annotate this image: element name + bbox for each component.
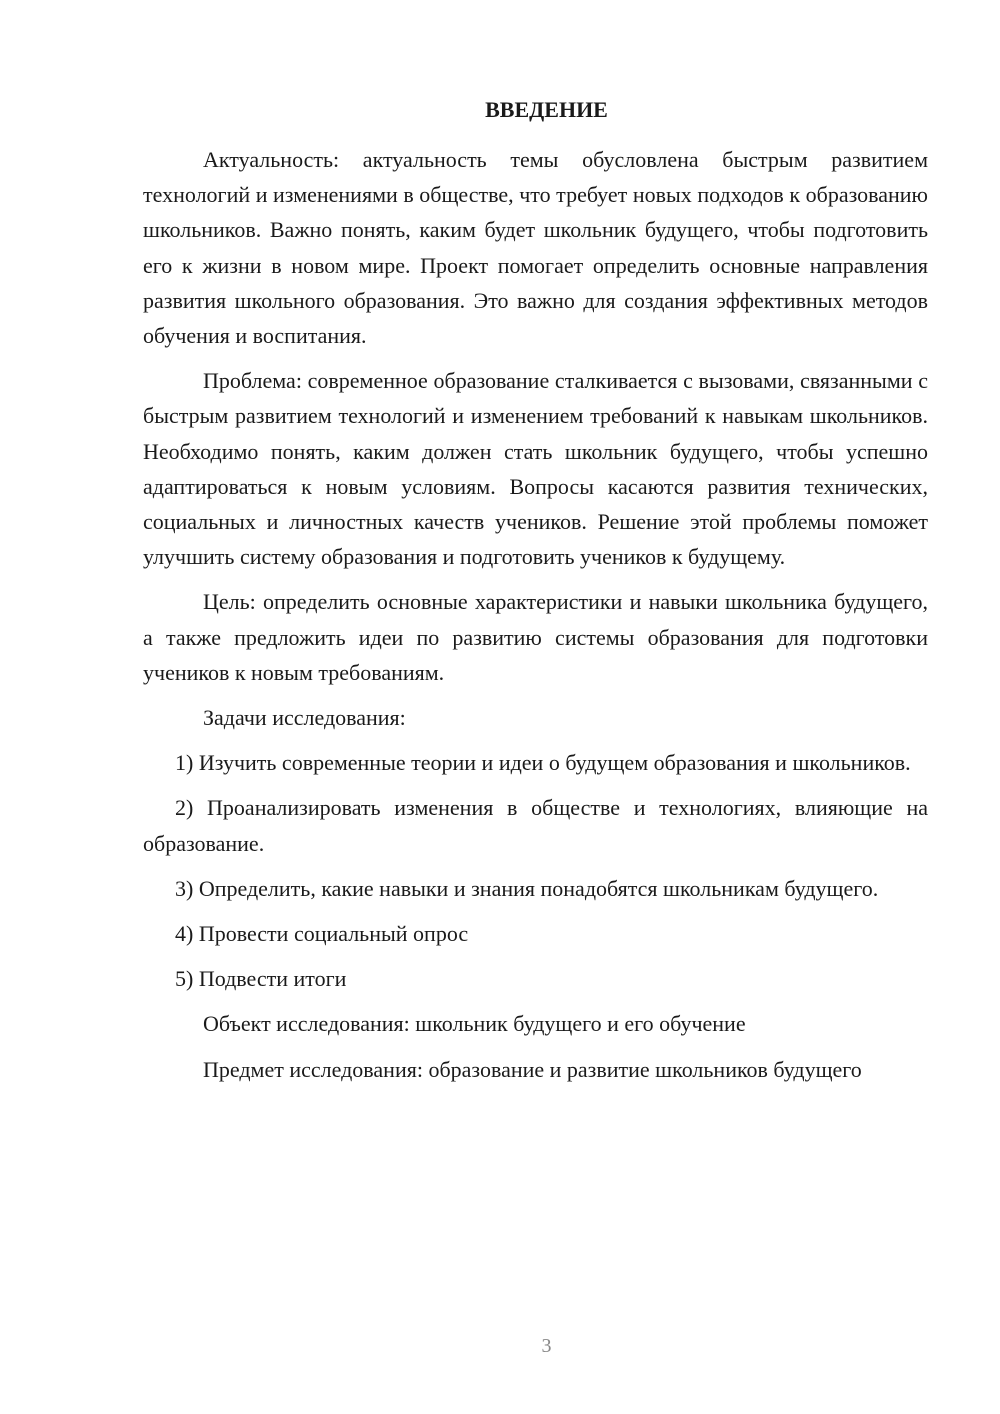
document-page (143, 0, 928, 1414)
page-title: ВВЕДЕНИЕ (485, 97, 608, 122)
paragraph-object: Объект исследования: школьник будущего и его обучение (203, 1011, 746, 1037)
paragraph-subject: Предмет исследования: образование и развитие школьников будущего (203, 1056, 862, 1082)
task-item-3: 3) Определить, какие навыки и знания понадобятся школьникам будущего. (175, 875, 879, 901)
task-item-2: 2) Проанализировать изменения в обществе и технологиях, влияющие на образование. (143, 795, 928, 856)
page-number: 3 (541, 1335, 552, 1357)
paragraph-relevance: Актуальность: актуальность темы обусловлена быстрым развитием технологий и изменениями в обществе, что требует новых подходов к образованию школьников. Важно понять, каким будет школьник будущего, чтобы подготовить его к жизни в новом мире. Проект помогает определить основные направления развития школьного образования. Это важно для создания эффективных методов обучения и воспитания. (143, 147, 928, 349)
document-body (143, 142, 928, 1097)
tasks-heading: Задачи исследования: (203, 705, 406, 731)
task-item-1: 1) Изучить современные теории и идеи о будущем образования и школьников. (175, 750, 911, 776)
paragraph-goal: Цель: определить основные характеристики и навыки школьника будущего, а также предложить идеи по развитию системы образования для подготовки учеников к новым требованиям. (143, 589, 928, 685)
task-item-4: 4) Провести социальный опрос (175, 921, 469, 947)
paragraph-problem: Проблема: современное образование сталкивается с вызовами, связанными с быстрым развитием технологий и изменением требований к навыкам школьников. Необходимо понять, каким должен стать школьник будущего, чтобы успешно адаптироваться к новым условиям. Вопросы касаются развития технических, социальных и личностных качеств учеников. Решение этой проблемы поможет улучшить систему образования и подготовить учеников к будущему. (143, 368, 928, 570)
task-item-5: 5) Подвести итоги (175, 966, 347, 992)
